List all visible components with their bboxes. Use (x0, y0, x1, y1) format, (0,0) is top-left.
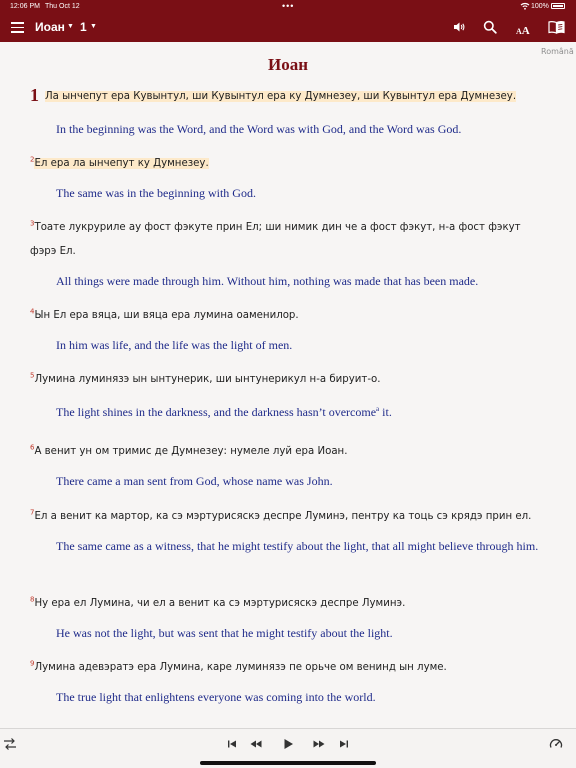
verse-romanian[interactable] (30, 216, 540, 264)
verse-text: А венит ун ом тримис де Думнезеу: нумеле луй ера Иоан. (34, 446, 348, 457)
verse-romanian[interactable] (30, 368, 380, 392)
chapter-selector[interactable]: 1 (80, 20, 87, 34)
verse-text: Ын Ел ера вяца, ши вяца ера лумина оаменилор. (34, 310, 299, 321)
text-size-icon[interactable] (516, 21, 530, 39)
parallel-toggle-icon[interactable] (3, 737, 17, 751)
verse-english[interactable]: All things were made through him. Without him, nothing was made that has been made. (56, 274, 479, 288)
verse-number: 8 (30, 595, 35, 604)
verse-english[interactable]: He was not the light, but was sent that he might testify about the light. (56, 626, 393, 640)
speaker-icon[interactable] (452, 20, 466, 34)
book-selector[interactable]: Иоан (35, 20, 65, 34)
rewind-icon[interactable] (249, 737, 263, 751)
verse-romanian[interactable] (30, 304, 299, 328)
app-header (0, 0, 576, 42)
verse-romanian[interactable] (30, 505, 531, 529)
chapter-title: Иоан (267, 55, 309, 74)
verse-text: Ел ера ла ынчепут ку Думнезеу. (34, 158, 209, 169)
skip-to-start-icon[interactable] (225, 737, 239, 751)
verse-romanian[interactable] (30, 592, 405, 616)
status-time: 12:06 PM (10, 3, 40, 10)
menu-icon[interactable] (11, 22, 24, 33)
verse-romanian[interactable] (30, 83, 516, 109)
chapter-number: 1 (30, 85, 39, 105)
search-icon[interactable] (483, 20, 497, 34)
nav-bar (0, 14, 576, 42)
footnote-marker[interactable]: a (376, 405, 380, 413)
multitask-dots[interactable]: ••• (282, 1, 295, 11)
book-open-icon[interactable] (548, 20, 565, 34)
status-date: Thu Oct 12 (45, 3, 80, 10)
verse-english[interactable]: In him was life, and the life was the light of men. (56, 338, 293, 352)
speed-gauge-icon[interactable] (549, 737, 563, 751)
text-size-big-glyph: A (521, 25, 530, 37)
battery-percent: 100% (531, 3, 549, 10)
verse-number: 9 (30, 659, 35, 668)
battery-icon (551, 3, 565, 9)
play-icon[interactable] (281, 737, 295, 751)
verse-english[interactable]: There came a man sent from God, whose name was John. (56, 474, 333, 488)
chevron-down-icon[interactable]: ▼ (67, 23, 74, 30)
verse-text: Ла ынчепут ера Кувынтул, ши Кувынтул ера ку Думнезеу, ши Кувынтул ера Думнезеу. (45, 91, 517, 102)
status-bar (0, 0, 576, 14)
verse-text: Лумина луминязэ ын ынтунерик, ши ынтунерикул н-а бируит-о. (34, 374, 381, 385)
verse-romanian[interactable] (30, 152, 209, 176)
verse-number: 4 (30, 307, 35, 316)
verse-text: The light shines in the darkness, and the darkness hasn’t overcome (56, 405, 377, 419)
chevron-down-icon[interactable]: ▼ (90, 23, 97, 30)
verse-english[interactable]: The same was in the beginning with God. (56, 186, 256, 200)
bottom-toolbar (0, 728, 576, 768)
verse-number: 2 (30, 155, 35, 164)
verse-text: Ну ера ел Лумина, чи ел а венит ка сэ мэртурисяскэ деспре Луминэ. (34, 598, 406, 609)
home-indicator[interactable] (200, 761, 376, 765)
verse-text-tail: it. (379, 405, 392, 419)
verse-number: 3 (30, 219, 35, 228)
skip-to-end-icon[interactable] (337, 737, 351, 751)
text-size-small-glyph: A (516, 27, 522, 36)
verse-text: Ел а венит ка мартор, ка сэ мэртурисяскэ деспре Луминэ, пентру ка тоць сэ крядэ прин ел. (34, 511, 532, 522)
wifi-icon (520, 2, 530, 10)
verse-romanian[interactable] (30, 656, 447, 680)
chapter-content[interactable] (0, 42, 576, 728)
verse-number: 6 (30, 443, 35, 452)
verse-number: 5 (30, 371, 35, 380)
language-label[interactable]: Română (541, 47, 574, 56)
verse-romanian[interactable] (30, 440, 347, 464)
verse-english[interactable]: The true light that enlightens everyone was coming into the world. (56, 690, 376, 704)
verse-english[interactable]: The same came as a witness, that he might testify about the light, that all might believe through him. (56, 539, 539, 553)
fast-forward-icon[interactable] (312, 737, 326, 751)
verse-english[interactable]: In the beginning was the Word, and the Word was with God, and the Word was God. (56, 122, 462, 136)
verse-english[interactable] (56, 401, 392, 424)
verse-text: Лумина адевэратэ ера Лумина, каре луминязэ пе орьче ом венинд ын луме. (34, 662, 447, 673)
verse-number: 7 (30, 508, 35, 517)
verse-text: Тоате лукруриле ау фост фэкуте прин Ел; ши нимик дин че а фост фэкут, н-а фост фэкут фэрэ Ел. (30, 222, 521, 257)
